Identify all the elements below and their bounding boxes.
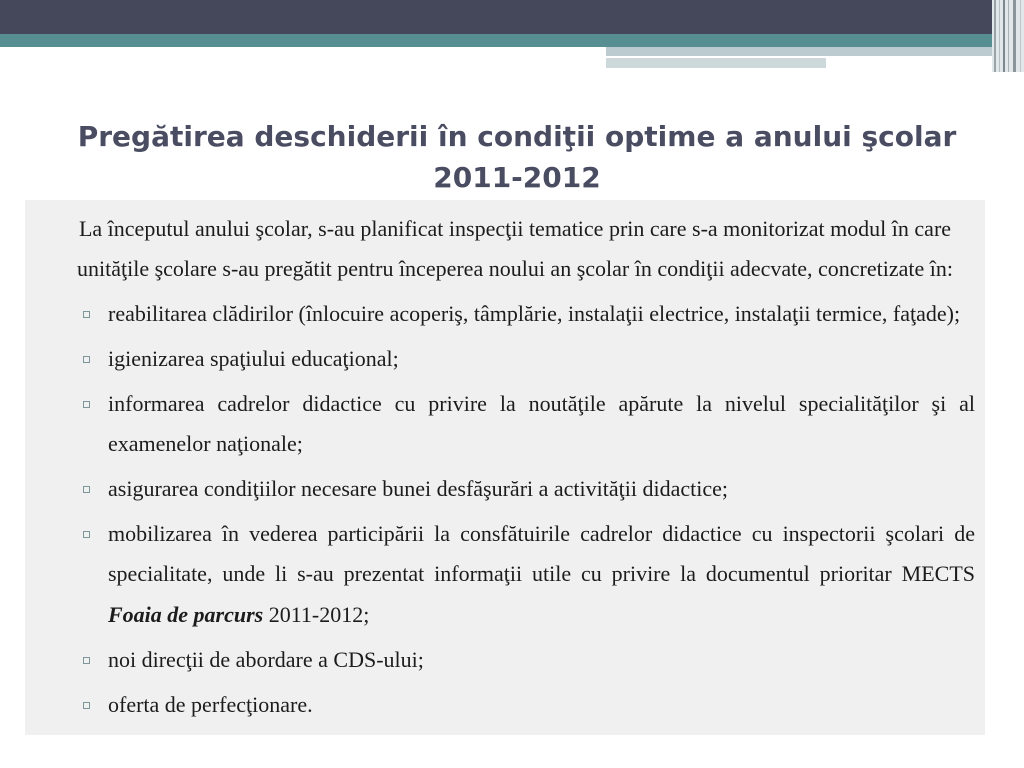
edge-stripe bbox=[1008, 0, 1009, 72]
bullet-text: reabilitarea clădirilor (înlocuire acoperiş, tâmplărie, instalaţii electrice, instalaţii termice, faţade); bbox=[108, 301, 961, 327]
hollow-square-bullet-icon bbox=[83, 401, 90, 408]
bullet-item bbox=[108, 469, 975, 510]
hollow-square-bullet-icon bbox=[83, 657, 90, 664]
bullet-item bbox=[108, 514, 975, 636]
bullet-item bbox=[108, 339, 975, 380]
header-accent-bar-lower bbox=[606, 58, 826, 68]
bullet-text: noi direcţii de abordare a CDS-ului; bbox=[108, 646, 424, 672]
bullet-text: igienizarea spaţiului educaţional; bbox=[108, 345, 399, 371]
content-box bbox=[25, 200, 985, 735]
bullet-item bbox=[108, 685, 975, 726]
bullet-item bbox=[108, 294, 975, 335]
header-accent-bar bbox=[606, 47, 992, 56]
hollow-square-bullet-icon bbox=[83, 311, 90, 318]
edge-stripe bbox=[1013, 0, 1016, 72]
edge-stripe bbox=[999, 0, 1000, 72]
hollow-square-bullet-icon bbox=[83, 486, 90, 493]
bullet-item bbox=[108, 384, 975, 465]
slide-title: Pregătirea deschiderii în condiţii optime a anului şcolar 2011-2012 bbox=[77, 120, 957, 194]
bullet-text: mobilizarea în vederea participării la consfătuirile cadrelor didactice cu inspectorii şcolari de specialitate, unde li s-au prezentat informaţii utile cu privire la documentul prioritar MECTS bbox=[108, 520, 975, 587]
bullet-text: informarea cadrelor didactice cu privire la noutăţile apărute la nivelul specialităţilor şi al examenelor naţionale; bbox=[108, 390, 975, 457]
header-teal-band bbox=[0, 34, 992, 47]
edge-stripe bbox=[994, 0, 996, 72]
hollow-square-bullet-icon bbox=[83, 356, 90, 363]
right-edge-stripes bbox=[992, 0, 1024, 72]
bullet-text: asigurarea condiţiilor necesare bunei desfăşurări a activităţii didactice; bbox=[108, 476, 728, 502]
bullet-list bbox=[108, 294, 975, 729]
intro-paragraph: La începutul anului şcolar, s-au planificat inspecţii tematice prin care s-a monitorizat modul în care unităţile şcolare s-au pregătit pentru începerea noului an şcolar în condiţii adecvate, concretizate în: bbox=[77, 215, 953, 282]
edge-stripe bbox=[1020, 0, 1021, 72]
edge-stripe bbox=[1003, 0, 1005, 72]
hollow-square-bullet-icon bbox=[83, 531, 90, 538]
document-name-emphasis: Foaia de parcurs bbox=[108, 602, 264, 627]
bullet-text-tail: 2011-2012; bbox=[263, 602, 370, 627]
bullet-text: oferta de perfecţionare. bbox=[108, 691, 313, 717]
bullet-item bbox=[108, 640, 975, 681]
header-dark-band bbox=[0, 0, 992, 34]
hollow-square-bullet-icon bbox=[83, 702, 90, 709]
